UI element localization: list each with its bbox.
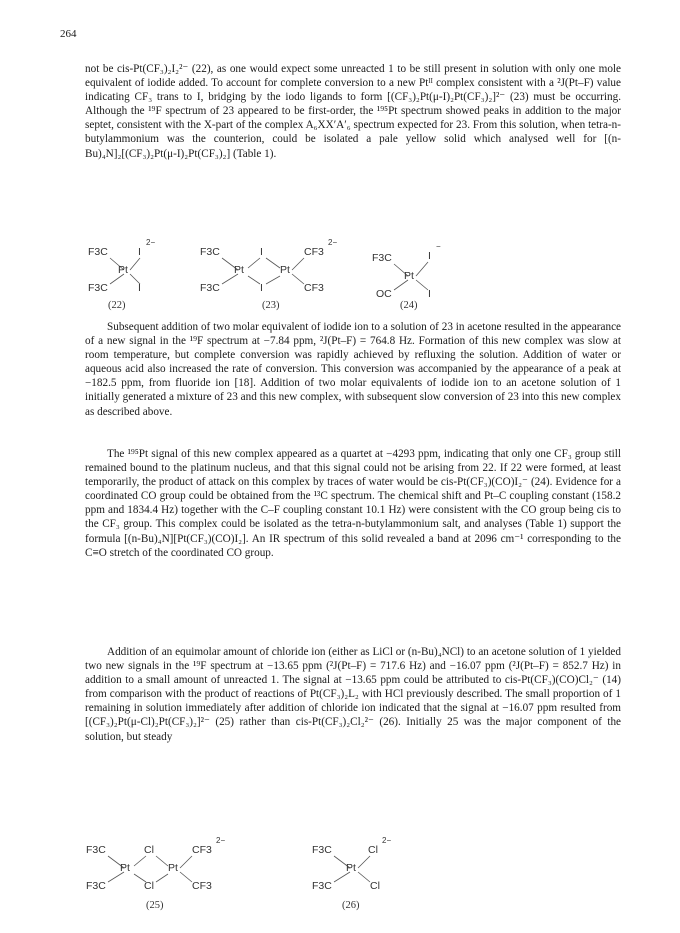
paragraph-3: The ¹⁹⁵Pt signal of this new complex appeared as a quartet at −4293 ppm, indicating that only one CF₃ group still remained bound to the platinum nucleus, and that this signal could not be arising from 22. If 22 were formed, at least temporarily, the product of attack on this complex by traces of water would be cis-Pt(CF₃)(CO)I₂⁻ (24). Evidence for a coordinated CO group could be obtained from the ¹³C spectrum. The chemical shift and Pt–C coupling constant (158.2 ppm and 1834.4 Hz) together with the C–F coupling constant 10.1 Hz) were consistent with the CO group being cis to the CF₃ group. This complex could be isolated as the tetra-n-butylammonium salt, and analyses (Table 1) support the formula [(n-Bu)₄N][Pt(CF₃)(CO)I₂]. An IR spectrum of this solid revealed a band at 2096 cm⁻¹ corresponding to the C≡O stretch of the coordinated CO group. [85,448,621,559]
structure-25 [86,836,236,902]
s22-f3c-top: F3C [88,246,108,258]
s23-f3c-top: F3C [200,246,220,258]
s25-cf3-top: CF3 [192,844,212,856]
s23-label: (23) [262,300,280,311]
s25-pt1: Pt [120,862,130,874]
structure-25-bonds [86,842,236,902]
s24-pt: Pt [404,270,414,282]
s23-cf3-bot: CF3 [304,282,324,294]
s23-i-bot: I [260,282,263,294]
s25-f3c-top: F3C [86,844,106,856]
s26-cl-top: Cl [368,844,378,856]
s25-label: (25) [146,900,164,911]
s24-i-bot: I [428,288,431,300]
s23-charge: 2− [328,238,338,247]
s24-i-top: I [428,250,431,262]
paragraph-1: not be cis-Pt(CF₃)₂I₂²⁻ (22), as one would expect some unreacted 1 to be still present in solution with only one mole equivalent of iodide added. To account for complete conversion to a new Ptᴵᴵ complex consistent with a ²J(Pt–F) value indicating CF₃ trans to I, bridging by the iodo ligands to form [(CF₃)₂Pt(μ-I)₂Pt(CF₃)₂]²⁻ (23) must be occurring. Although the ¹⁹F spectrum of 23 appeared to be first-order, the ¹⁹⁵Pt spectrum showed peaks in addition to the major septet, consistent with the X-part of the complex A₆XX′A′₆ spectrum expected for 23. From this solution, when tetra-n-butylammonium was the counterion, could be isolated a pale yellow solid which analysed well for [(n-Bu)₄N]₂[(CF₃)₂Pt(μ-I)₂Pt(CF₃)₂] (Table 1). [85,63,621,160]
s25-f3c-bot: F3C [86,880,106,892]
s22-pt: Pt [118,264,128,276]
structure-22 [88,238,168,304]
s22-i-bot: I [138,282,141,294]
s23-pt1: Pt [234,264,244,276]
s23-pt2: Pt [280,264,290,276]
s25-pt2: Pt [168,862,178,874]
page-number: 264 [60,28,77,40]
s23-cf3-top: CF3 [304,246,324,258]
paragraph-2: Subsequent addition of two molar equivalent of iodide ion to a solution of 23 in acetone resulted in the appearance of a new signal in the ¹⁹F spectrum at −7.84 ppm, ²J(Pt–F) = 764.8 Hz. Formation of this new complex was slow at room temperature, but complete conversion was rapidly achieved by refluxing the solution. Addition of water or aqueous acid also increased the rate of conversion. This conversion was accompanied by the appearance of a peak at −182.5 ppm, from fluoride ion [18]. Addition of two molar equivalents of iodide ion to an acetone solution of 1 initially generated a mixture of 23 and this new complex, with subsequent slow conversion of 23 into this new complex as described above. [85,321,621,418]
s25-cf3-bot: CF3 [192,880,212,892]
structure-23-bonds [200,244,350,304]
structure-26 [312,836,402,902]
s22-label: (22) [108,300,126,311]
s25-cl-top: Cl [144,844,154,856]
paragraph-4: Addition of an equimolar amount of chloride ion (either as LiCl or (n-Bu)₄NCl) to an acetone solution of 1 yielded two new signals in the ¹⁹F spectrum at −13.65 ppm (²J(Pt–F) = 717.6 Hz) and −16.07 ppm (²J(Pt–F) = 852.7 Hz) in addition to a small amount of unreacted 1. The signal at −13.65 ppm could be attributed to cis-Pt(CF₃)(CO)Cl₂⁻ (14) from comparison with the product of reactions of Pt(CF₃)₂L₂ with HCl previously described. The small proportion of 1 remaining in solution immediately after addition of chloride ion indicated that the signal at −16.07 ppm resulted from [(CF₃)₂Pt(μ-Cl)₂Pt(CF₃)₂]²⁻ (25) rather than cis-Pt(CF₃)₂Cl₂²⁻ (26). Initially 25 was the major component of the solution, but steady [85,646,621,743]
structure-23 [200,238,350,304]
s23-i-top: I [260,246,263,258]
s26-pt: Pt [346,862,356,874]
s23-f3c-bot: F3C [200,282,220,294]
s26-f3c-top: F3C [312,844,332,856]
s26-label: (26) [342,900,360,911]
s24-charge: − [436,242,441,251]
s26-f3c-bot: F3C [312,880,332,892]
s25-cl-bot: Cl [144,880,154,892]
s22-i-top: I [138,246,141,258]
s24-f3c-top: F3C [372,252,392,264]
s22-f3c-bot: F3C [88,282,108,294]
s26-charge: 2− [382,836,392,845]
s24-label: (24) [400,300,418,311]
s24-oc-bot: OC [376,288,392,300]
s22-charge: 2− [146,238,156,247]
s26-cl-bot: Cl [370,880,380,892]
s25-charge: 2− [216,836,226,845]
